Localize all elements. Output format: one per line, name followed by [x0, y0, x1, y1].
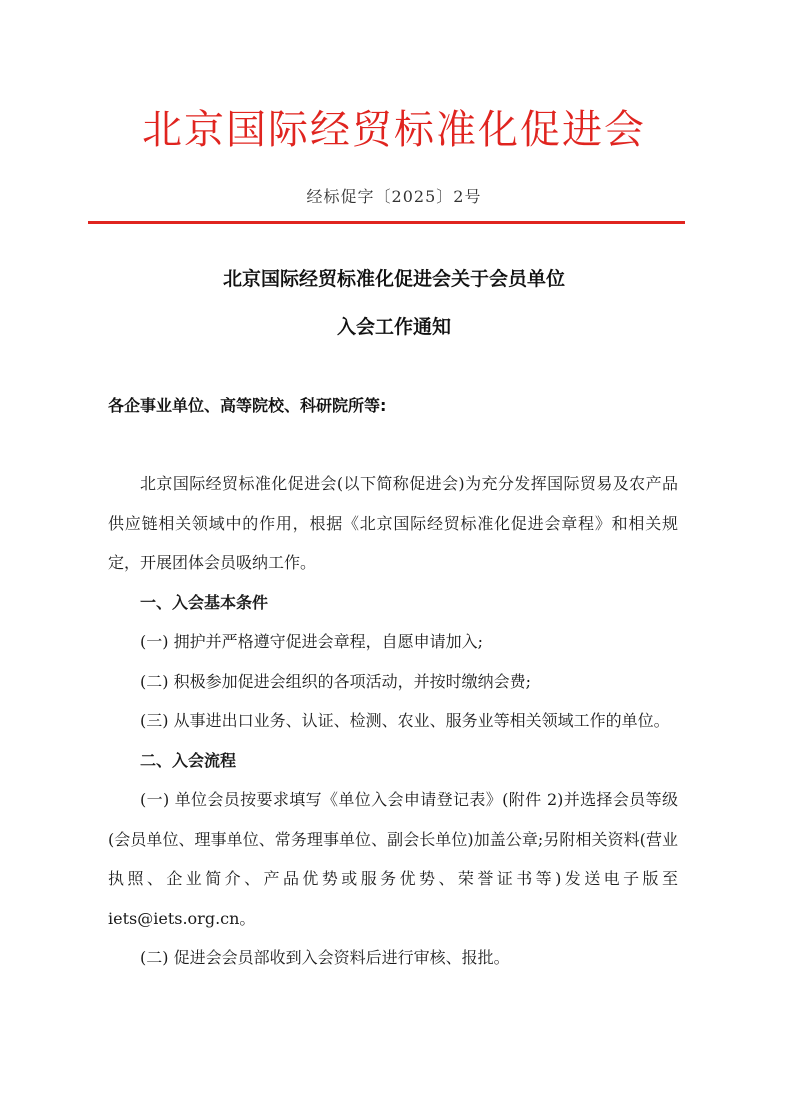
notice-body [108, 464, 678, 978]
intro-paragraph: 北京国际经贸标准化促进会(以下简称促进会)为充分发挥国际贸易及农产品供应链相关领域中的作用，根据《北京国际经贸标准化促进会章程》和相关规定，开展团体会员吸纳工作。 [108, 474, 678, 572]
notice-title-line-1: 北京国际经贸标准化促进会关于会员单位 [222, 268, 565, 290]
document-number: 经标促字〔2025〕2号 [306, 187, 482, 206]
section-2-item-2: (二) 促进会会员部收到入会资料后进行审核、报批。 [140, 948, 510, 967]
section-2-item-1: (一) 单位会员按要求填写《单位入会申请登记表》(附件 2)并选择会员等级(会员单位、理事单位、常务理事单位、副会长单位)加盖公章;另附相关资料(营业执照、企业简介、产品优势或服务优势、荣誉证书等)发送电子版至 iets@iets.org.cn。 [108, 790, 678, 928]
section-1-item-2: (二) 积极参加促进会组织的各项活动，并按时缴纳会费; [140, 671, 531, 691]
salutation: 各企事业单位、高等院校、科研院所等: [108, 396, 387, 415]
organization-name-header: 北京国际经贸标准化促进会 [142, 107, 646, 153]
section-1-heading: 一、入会基本条件 [140, 592, 269, 612]
section-2-heading: 二、入会流程 [140, 750, 237, 770]
section-1-item-1: (一) 拥护并严格遵守促进会章程，自愿申请加入; [140, 632, 483, 651]
red-divider-line [88, 221, 685, 224]
notice-title-line-2: 入会工作通知 [336, 316, 451, 338]
section-1-item-3: (三) 从事进出口业务、认证、检测、农业、服务业等相关领域工作的单位。 [140, 711, 670, 730]
